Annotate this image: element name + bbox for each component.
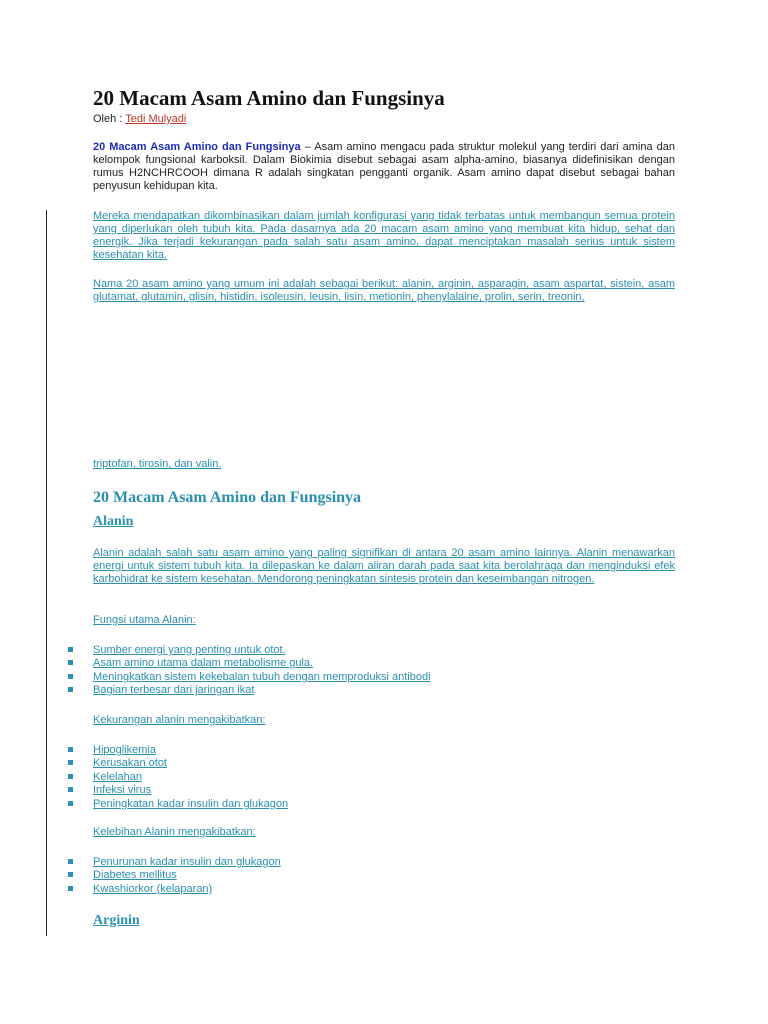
list-item[interactable]: Peningkatan kadar insulin dan glukagon	[68, 798, 288, 811]
square-bullet-icon	[68, 647, 73, 652]
kekurangan-list	[68, 744, 288, 811]
list-item[interactable]: Sumber energi yang penting untuk otot.	[68, 644, 431, 657]
square-bullet-icon	[68, 886, 73, 891]
heading-arginin[interactable]: Arginin	[93, 913, 140, 928]
byline-prefix: Oleh :	[93, 113, 126, 125]
list-item[interactable]: Infeksi virus	[68, 784, 288, 797]
section-title: 20 Macam Asam Amino dan Fungsinya	[93, 489, 362, 506]
list-item[interactable]: Hipoglikemia	[68, 744, 288, 757]
square-bullet-icon	[68, 660, 73, 665]
paragraph-amino-list[interactable]: Nama 20 asam amino yang umum ini adalah sebagai berikut: alanin, arginin, asparagin, asam aspartat, sistein, asam glutamat, glutamin, glisin, histidin, isoleusin, leusin, lisin, metionin, phenylalaine, prolin, serin, treonin,	[93, 278, 675, 303]
square-bullet-icon	[68, 872, 73, 877]
list-item[interactable]: Kelelahan	[68, 771, 288, 784]
list-item[interactable]: Diabetes mellitus	[68, 869, 281, 882]
list-item[interactable]: Asam amino utama dalam metabolisme gula.	[68, 657, 431, 670]
heading-alanin[interactable]: Alanin	[93, 514, 134, 529]
square-bullet-icon	[68, 747, 73, 752]
square-bullet-icon	[68, 859, 73, 864]
intro-lead: 20 Macam Asam Amino dan Fungsinya	[93, 141, 301, 153]
fungsi-label[interactable]: Fungsi utama Alanin:	[93, 614, 196, 626]
byline	[93, 113, 186, 125]
square-bullet-icon	[68, 787, 73, 792]
paragraph-protein[interactable]: Mereka mendapatkan dikombinasikan dalam jumlah konfigurasi yang tidak terbatas untuk membangun semua protein yang diperlukan oleh tubuh kita. Pada dasarnya ada 20 macam asam amino yang membuat kita hidup, sehat dan energik. Jika terjadi kekurangan pada salah satu asam amino, dapat menciptakan masalah serius untuk sistem kesehatan kita.	[93, 210, 675, 261]
list-item[interactable]: Kerusakan otot	[68, 757, 288, 770]
list-item[interactable]: Kwashiorkor (kelaparan)	[68, 883, 281, 896]
square-bullet-icon	[68, 760, 73, 765]
square-bullet-icon	[68, 774, 73, 779]
intro-text: – Asam amino mengacu pada struktur molekul yang terdiri dari amina dan kelompok fungsional karboksil. Dalam Biokimia disebut sebagai asam alpha-amino, biasanya didefinisikan dengan rumus H2NCHRCOOH dimana R adalah singkatan pengganti organik. Asam amino dapat disebut sebagai bahan penyusun kehidupan kita.	[93, 141, 676, 192]
intro-paragraph	[93, 141, 675, 193]
square-bullet-icon	[68, 687, 73, 692]
fungsi-list	[68, 644, 431, 698]
paragraph-amino-list-end[interactable]: triptofan, tirosin, dan valin.	[93, 458, 222, 470]
author-link[interactable]: Tedi Mulyadi	[125, 113, 187, 125]
square-bullet-icon	[68, 674, 73, 679]
kekurangan-label[interactable]: Kekurangan alanin mengakibatkan:	[93, 714, 266, 726]
square-bullet-icon	[68, 801, 73, 806]
list-item[interactable]: Meningkatkan sistem kekebalan tubuh dengan memproduksi antibodi	[68, 671, 431, 684]
page-title: 20 Macam Asam Amino dan Fungsinya	[93, 86, 445, 110]
left-margin-rule	[46, 210, 47, 936]
alanin-description[interactable]: Alanin adalah salah satu asam amino yang paling signifikan di antara 20 asam amino lainnya. Alanin menawarkan energi untuk sistem tubuh kita. Ia dilepaskan ke dalam aliran darah pada saat kita berolahraga dan menginduksi efek karbohidrat ke sistem kesehatan. Mendorong peningkatan sintesis protein dan keseimbangan nitrogen.	[93, 547, 675, 585]
list-item[interactable]: Penurunan kadar insulin dan glukagon	[68, 856, 281, 869]
kelebihan-label[interactable]: Kelebihan Alanin mengakibatkan:	[93, 826, 256, 838]
kelebihan-list	[68, 856, 281, 896]
list-item[interactable]: Bagian terbesar dari jaringan ikat	[68, 684, 431, 697]
